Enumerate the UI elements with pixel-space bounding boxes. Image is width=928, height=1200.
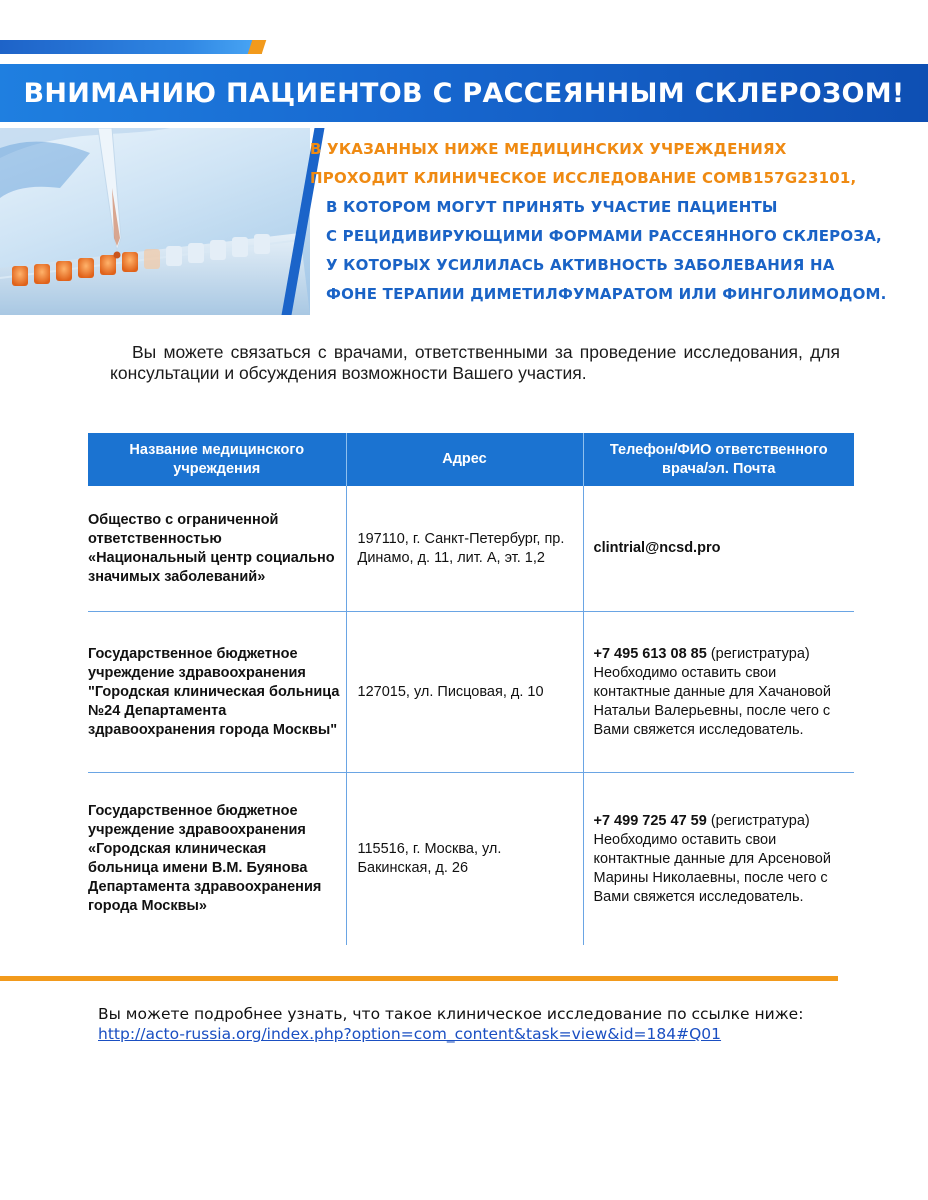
clinic-address: 197110, г. Санкт-Петербург, пр. Динамо, д. 11, лит. А, эт. 1,2 (346, 486, 583, 612)
intro-line: В КОТОРОМ МОГУТ ПРИНЯТЬ УЧАСТИЕ ПАЦИЕНТЫ (326, 198, 778, 216)
top-accent-orange (248, 40, 267, 54)
clinic-contact (583, 486, 854, 612)
clinic-contact-note: Необходимо оставить свои контактные данные для Хачановой Натальи Валерьевны, после чего с Вами свяжется исследователь. (593, 664, 831, 738)
footer-text: Вы можете подробнее узнать, что такое клиническое исследование по ссылке ниже: (98, 1005, 804, 1023)
clinic-phone[interactable]: +7 499 725 47 59 (593, 812, 707, 829)
intro-line: ФОНЕ ТЕРАПИИ ДИМЕТИЛФУМАРАТОМ ИЛИ ФИНГОЛИМОДОМ. (326, 285, 887, 303)
header-address: Адрес (346, 433, 583, 486)
table-header-row (88, 433, 854, 486)
intro-line: У КОТОРЫХ УСИЛИЛАСЬ АКТИВНОСТЬ ЗАБОЛЕВАНИЯ НА (326, 256, 835, 274)
intro-line: ПРОХОДИТ КЛИНИЧЕСКОЕ ИССЛЕДОВАНИЕ COMB157G23101, (310, 169, 857, 187)
clinic-name: Государственное бюджетное учреждение здравоохранения "Городская клиническая больница №24 Департамента здравоохранения города Москвы" (88, 612, 346, 773)
clinic-contact (583, 612, 854, 773)
page-title: ВНИМАНИЮ ПАЦИЕНТОВ С РАССЕЯННЫМ СКЛЕРОЗОМ! (23, 77, 905, 109)
pipette-icon (98, 128, 121, 259)
clinic-contact (583, 773, 854, 946)
clinic-phone-note: (регистратура) (706, 812, 810, 829)
clinic-name: Государственное бюджетное учреждение здравоохранения «Городская клиническая больница имени В.М. Буянова Департамента здравоохранения города Москвы» (88, 803, 322, 914)
top-accent-strip (0, 40, 262, 54)
clinic-email-link[interactable]: clintrial@ncsd.pro (593, 540, 721, 556)
table-row (88, 612, 854, 773)
contact-note (110, 342, 840, 384)
header-contact: Телефон/ФИО ответственного врача/эл. Почта (583, 433, 854, 486)
lab-photo (0, 128, 310, 315)
table-row (88, 486, 854, 612)
intro-line: В УКАЗАННЫХ НИЖЕ МЕДИЦИНСКИХ УЧРЕЖДЕНИЯХ (310, 140, 787, 158)
intro-block (310, 135, 922, 309)
clinics-table (88, 433, 854, 945)
footer-link[interactable]: http://acto-russia.org/index.php?option=com_content&task=view&id=184#Q01 (98, 1025, 722, 1043)
contact-note-text: Вы можете связаться с врачами, ответственными за проведение исследования, для консультации и обсуждения возможности Вашего участия. (110, 342, 840, 383)
intro-line: С РЕЦИДИВИРУЮЩИМИ ФОРМАМИ РАССЕЯННОГО СКЛЕРОЗА, (326, 227, 882, 245)
pipette-and-plate-image (0, 128, 310, 315)
header-name: Название медицинского учреждения (88, 433, 346, 486)
clinic-address: 115516, г. Москва, ул. Бакинская, д. 26 (346, 773, 583, 946)
table-row (88, 773, 854, 946)
clinic-contact-note: Необходимо оставить свои контактные данные для Арсеновой Марины Николаевны, после чего с Вами свяжется исследователь. (593, 831, 831, 905)
title-banner (0, 64, 928, 122)
clinic-name: Общество с ограниченной ответственностью «Национальный центр социально значимых заболеваний» (88, 486, 346, 612)
clinic-phone-note: (регистратура) (706, 645, 810, 662)
clinic-address: 127015, ул. Писцовая, д. 10 (346, 612, 583, 773)
clinic-phone[interactable]: +7 495 613 08 85 (593, 645, 707, 662)
footer (98, 1004, 878, 1044)
footer-divider (0, 976, 838, 981)
